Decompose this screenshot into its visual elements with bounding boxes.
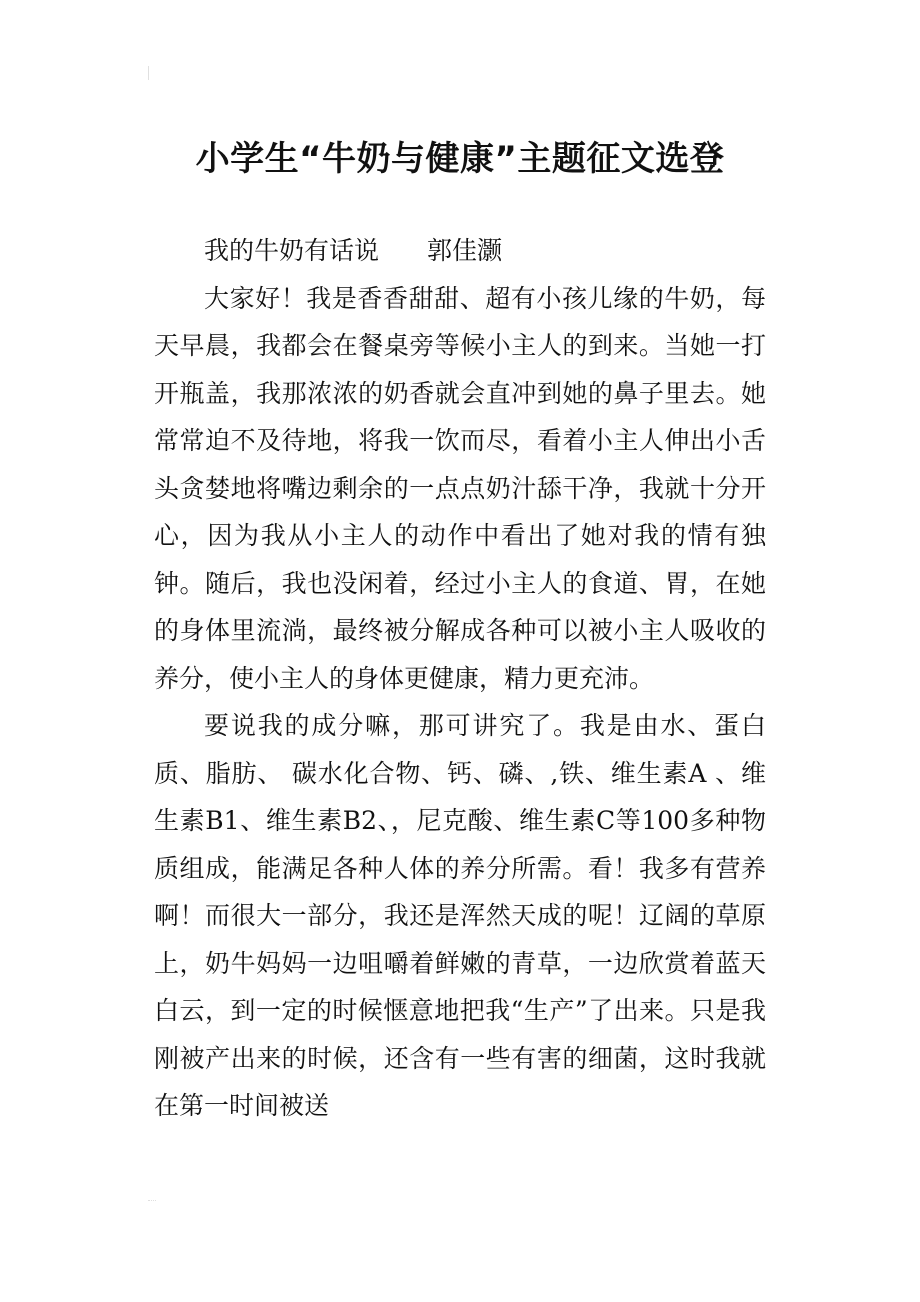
document-title: 小学生“牛奶与健康”主题征文选登 — [195, 138, 725, 179]
article-content — [154, 227, 766, 1130]
top-left-corner-mark — [148, 66, 159, 80]
paragraph-1: 大家好！我是香香甜甜、超有小孩儿缘的牛奶，每天早晨，我都会在餐桌旁等候小主人的到来。当她一打开瓶盖，我那浓浓的奶香就会直冲到她的鼻子里去。她常常迫不及待地，将我一饮而尽，看着小主人伸出小舌头贪婪地将嘴边剩余的一点点奶汁舔干净，我就十分开心，因为我从小主人的动作中看出了她对我的情有独钟。随后，我也没闲着，经过小主人的食道、胃，在她的身体里流淌，最终被分解成各种可以被小主人吸收的养分，使小主人的身体更健康，精力更充沛。 — [154, 283, 766, 693]
paragraph-2: 要说我的成分嘛，那可讲究了。我是由水、蛋白质、脂肪、 碳水化合物、钙、磷、,铁、维生素A 、维生素B1、维生素B2、，尼克酸、维生素C等100多种物质组成，能满足各种人体的养分所需。看！我多有营养啊！而很大一部分，我还是浑然天成的呢！辽阔的草原上，奶牛妈妈一边咀嚼着鲜嫩的青草，一边欣赏着蓝天白云，到一定的时候惬意地把我“生产”了出来。只是我刚被产出来的时候，还含有一些有害的细菌，这时我就在第一时间被送 — [154, 711, 766, 1120]
article-author: 郭佳灏 — [427, 236, 503, 265]
article-title: 我的牛奶有话说 — [204, 236, 380, 265]
article-heading — [154, 227, 766, 275]
bottom-left-corner-mark — [148, 1192, 156, 1201]
